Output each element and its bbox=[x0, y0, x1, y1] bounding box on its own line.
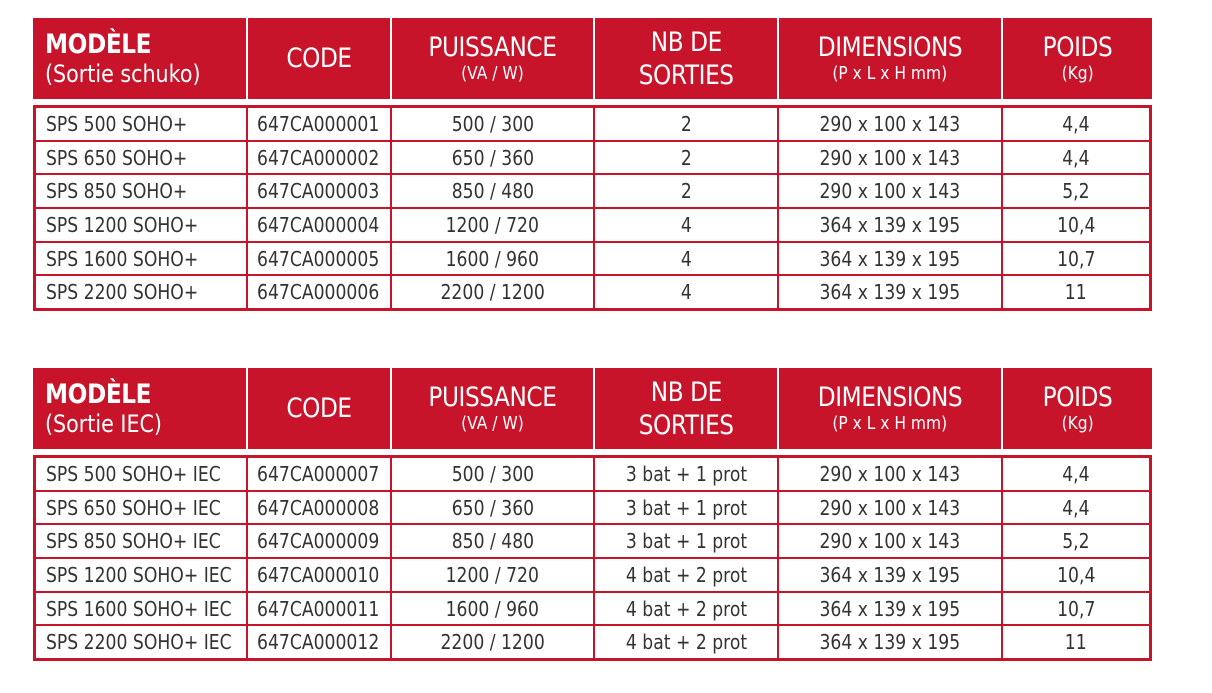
cell-outlets bbox=[593, 525, 777, 557]
header-power-sub: (VA / W) bbox=[461, 412, 524, 434]
header-weight bbox=[1001, 18, 1152, 99]
cell-model-text: SPS 1600 SOHO+ bbox=[46, 246, 199, 271]
cell-power bbox=[390, 243, 593, 275]
cell-code bbox=[246, 243, 390, 275]
header-power-sub: (VA / W) bbox=[461, 62, 524, 84]
cell-dimensions-text: 364 x 139 x 195 bbox=[819, 246, 961, 271]
cell-code-text: 647CA000009 bbox=[257, 529, 380, 554]
cell-weight-text: 4,4 bbox=[1062, 461, 1090, 486]
cell-outlets bbox=[593, 209, 777, 241]
cell-dimensions-text: 290 x 100 x 143 bbox=[819, 529, 961, 554]
cell-code bbox=[246, 108, 390, 140]
cell-power bbox=[390, 142, 593, 174]
cell-outlets-text: 3 bat + 1 prot bbox=[625, 495, 747, 520]
cell-dimensions bbox=[777, 626, 1001, 658]
cell-dimensions-text: 290 x 100 x 143 bbox=[819, 179, 961, 204]
cell-power bbox=[390, 108, 593, 140]
cell-power bbox=[390, 276, 593, 308]
cell-outlets-text: 2 bbox=[680, 179, 692, 204]
cell-outlets-text: 3 bat + 1 prot bbox=[625, 529, 747, 554]
cell-weight-text: 4,4 bbox=[1062, 111, 1090, 136]
cell-weight-text: 10,7 bbox=[1056, 596, 1096, 621]
cell-weight bbox=[1001, 458, 1149, 490]
cell-model-text: SPS 650 SOHO+ bbox=[46, 145, 188, 170]
header-dimensions bbox=[777, 18, 1001, 99]
cell-code-text: 647CA000003 bbox=[257, 179, 380, 204]
cell-weight-text: 10,4 bbox=[1056, 562, 1096, 587]
header-outlets-line2: SORTIES bbox=[638, 409, 734, 441]
header-outlets bbox=[593, 18, 777, 99]
cell-model-text: SPS 650 SOHO+ IEC bbox=[46, 495, 221, 520]
cell-code-text: 647CA000005 bbox=[257, 246, 380, 271]
header-weight-sub: (Kg) bbox=[1061, 412, 1094, 434]
cell-outlets-text: 4 bbox=[680, 212, 692, 237]
header-weight bbox=[1001, 368, 1152, 449]
cell-dimensions bbox=[777, 108, 1001, 140]
cell-code-text: 647CA000004 bbox=[257, 212, 380, 237]
cell-outlets-text: 4 bat + 2 prot bbox=[625, 630, 747, 655]
cell-dimensions bbox=[777, 276, 1001, 308]
cell-dimensions-text: 290 x 100 x 143 bbox=[819, 461, 961, 486]
cell-dimensions-text: 364 x 139 x 195 bbox=[819, 596, 961, 621]
cell-power-text: 2200 / 1200 bbox=[440, 630, 545, 655]
table-body bbox=[33, 455, 1152, 661]
cell-model bbox=[36, 525, 246, 557]
header-power-label: PUISSANCE bbox=[428, 31, 557, 63]
cell-code bbox=[246, 175, 390, 207]
header-outlets-line2: SORTIES bbox=[638, 59, 734, 91]
header-dimensions-label: DIMENSIONS bbox=[817, 31, 963, 63]
cell-power-text: 650 / 360 bbox=[451, 495, 534, 520]
cell-model-text: SPS 500 SOHO+ bbox=[46, 111, 188, 136]
header-dimensions bbox=[777, 368, 1001, 449]
cell-outlets-text: 3 bat + 1 prot bbox=[625, 461, 747, 486]
header-code bbox=[246, 18, 390, 99]
spec-table-schuko bbox=[33, 18, 1152, 311]
cell-outlets bbox=[593, 626, 777, 658]
cell-code bbox=[246, 142, 390, 174]
cell-weight bbox=[1001, 525, 1149, 557]
cell-weight-text: 10,7 bbox=[1056, 246, 1096, 271]
cell-weight-text: 4,4 bbox=[1062, 495, 1090, 520]
cell-code bbox=[246, 276, 390, 308]
cell-code-text: 647CA000006 bbox=[257, 280, 380, 305]
header-dimensions-sub: (P x L x H mm) bbox=[832, 62, 948, 84]
header-code-label: CODE bbox=[286, 392, 352, 424]
header-model-label: MODÈLE bbox=[45, 378, 152, 410]
header-power-label: PUISSANCE bbox=[428, 381, 557, 413]
cell-model-text: SPS 850 SOHO+ IEC bbox=[46, 529, 221, 554]
cell-dimensions bbox=[777, 593, 1001, 625]
cell-model-text: SPS 850 SOHO+ bbox=[46, 179, 188, 204]
cell-dimensions-text: 290 x 100 x 143 bbox=[819, 495, 961, 520]
cell-code-text: 647CA000012 bbox=[257, 630, 380, 655]
cell-dimensions-text: 364 x 139 x 195 bbox=[819, 280, 961, 305]
cell-code-text: 647CA000011 bbox=[257, 596, 380, 621]
cell-code-text: 647CA000008 bbox=[257, 495, 380, 520]
cell-dimensions-text: 364 x 139 x 195 bbox=[819, 212, 961, 237]
cell-model-text: SPS 2200 SOHO+ IEC bbox=[46, 630, 232, 655]
cell-code-text: 647CA000001 bbox=[257, 111, 380, 136]
header-power bbox=[390, 18, 593, 99]
header-power bbox=[390, 368, 593, 449]
header-model bbox=[33, 18, 246, 99]
cell-model bbox=[36, 458, 246, 490]
cell-power bbox=[390, 175, 593, 207]
cell-dimensions bbox=[777, 492, 1001, 524]
cell-dimensions-text: 290 x 100 x 143 bbox=[819, 111, 961, 136]
cell-model-text: SPS 1600 SOHO+ IEC bbox=[46, 596, 232, 621]
cell-weight bbox=[1001, 175, 1149, 207]
table-body bbox=[33, 105, 1152, 311]
cell-power bbox=[390, 492, 593, 524]
cell-model-text: SPS 1200 SOHO+ IEC bbox=[46, 562, 232, 587]
cell-dimensions bbox=[777, 525, 1001, 557]
cell-weight bbox=[1001, 209, 1149, 241]
header-weight-label: POIDS bbox=[1042, 381, 1113, 413]
header-model bbox=[33, 368, 246, 449]
cell-code bbox=[246, 525, 390, 557]
header-dimensions-sub: (P x L x H mm) bbox=[832, 412, 948, 434]
cell-dimensions bbox=[777, 175, 1001, 207]
cell-dimensions-text: 364 x 139 x 195 bbox=[819, 630, 961, 655]
cell-code bbox=[246, 559, 390, 591]
cell-weight bbox=[1001, 108, 1149, 140]
cell-code-text: 647CA000007 bbox=[257, 461, 380, 486]
cell-power-text: 2200 / 1200 bbox=[440, 280, 545, 305]
cell-model bbox=[36, 142, 246, 174]
cell-power bbox=[390, 458, 593, 490]
header-code bbox=[246, 368, 390, 449]
cell-weight bbox=[1001, 626, 1149, 658]
cell-weight-text: 11 bbox=[1065, 630, 1087, 655]
cell-outlets bbox=[593, 108, 777, 140]
cell-power-text: 1600 / 960 bbox=[445, 246, 540, 271]
cell-weight-text: 10,4 bbox=[1056, 212, 1096, 237]
cell-weight bbox=[1001, 559, 1149, 591]
cell-outlets bbox=[593, 243, 777, 275]
cell-code bbox=[246, 458, 390, 490]
cell-model-text: SPS 500 SOHO+ IEC bbox=[46, 461, 221, 486]
header-dimensions-label: DIMENSIONS bbox=[817, 381, 963, 413]
cell-power bbox=[390, 626, 593, 658]
header-model-sub: (Sortie IEC) bbox=[45, 409, 162, 438]
header-outlets-line1: NB DE bbox=[650, 376, 722, 408]
cell-power-text: 650 / 360 bbox=[451, 145, 534, 170]
cell-model bbox=[36, 276, 246, 308]
cell-power-text: 500 / 300 bbox=[451, 461, 534, 486]
cell-model bbox=[36, 243, 246, 275]
cell-outlets bbox=[593, 492, 777, 524]
cell-model bbox=[36, 559, 246, 591]
cell-code bbox=[246, 209, 390, 241]
cell-outlets-text: 4 bbox=[680, 280, 692, 305]
cell-dimensions-text: 364 x 139 x 195 bbox=[819, 562, 961, 587]
cell-outlets bbox=[593, 175, 777, 207]
cell-model bbox=[36, 209, 246, 241]
cell-weight bbox=[1001, 142, 1149, 174]
cell-dimensions bbox=[777, 209, 1001, 241]
cell-outlets-text: 4 bbox=[680, 246, 692, 271]
cell-dimensions bbox=[777, 142, 1001, 174]
cell-weight-text: 5,2 bbox=[1062, 529, 1090, 554]
cell-model bbox=[36, 626, 246, 658]
header-model-sub: (Sortie schuko) bbox=[45, 59, 201, 88]
cell-power-text: 1600 / 960 bbox=[445, 596, 540, 621]
cell-outlets-text: 2 bbox=[680, 111, 692, 136]
cell-outlets bbox=[593, 593, 777, 625]
cell-outlets bbox=[593, 276, 777, 308]
header-weight-label: POIDS bbox=[1042, 31, 1113, 63]
cell-power-text: 1200 / 720 bbox=[445, 562, 540, 587]
cell-outlets-text: 4 bat + 2 prot bbox=[625, 562, 747, 587]
cell-code bbox=[246, 593, 390, 625]
cell-power-text: 850 / 480 bbox=[451, 179, 534, 204]
spec-table-iec bbox=[33, 368, 1152, 661]
header-code-label: CODE bbox=[286, 42, 352, 74]
cell-model bbox=[36, 492, 246, 524]
cell-outlets-text: 2 bbox=[680, 145, 692, 170]
cell-outlets bbox=[593, 142, 777, 174]
header-outlets-line1: NB DE bbox=[650, 26, 722, 58]
cell-weight bbox=[1001, 492, 1149, 524]
cell-model bbox=[36, 593, 246, 625]
cell-power-text: 1200 / 720 bbox=[445, 212, 540, 237]
cell-weight-text: 11 bbox=[1065, 280, 1087, 305]
cell-model-text: SPS 2200 SOHO+ bbox=[46, 280, 199, 305]
table-header bbox=[33, 18, 1152, 102]
cell-outlets-text: 4 bat + 2 prot bbox=[625, 596, 747, 621]
cell-code-text: 647CA000002 bbox=[257, 145, 380, 170]
cell-power-text: 500 / 300 bbox=[451, 111, 534, 136]
header-model-label: MODÈLE bbox=[45, 28, 152, 60]
table-header bbox=[33, 368, 1152, 452]
cell-weight bbox=[1001, 593, 1149, 625]
cell-power bbox=[390, 525, 593, 557]
cell-power-text: 850 / 480 bbox=[451, 529, 534, 554]
cell-dimensions bbox=[777, 243, 1001, 275]
cell-code-text: 647CA000010 bbox=[257, 562, 380, 587]
cell-model bbox=[36, 175, 246, 207]
cell-model-text: SPS 1200 SOHO+ bbox=[46, 212, 199, 237]
cell-power bbox=[390, 209, 593, 241]
header-outlets bbox=[593, 368, 777, 449]
cell-power bbox=[390, 593, 593, 625]
cell-weight-text: 5,2 bbox=[1062, 179, 1090, 204]
cell-weight bbox=[1001, 243, 1149, 275]
cell-code bbox=[246, 492, 390, 524]
cell-dimensions bbox=[777, 559, 1001, 591]
header-weight-sub: (Kg) bbox=[1061, 62, 1094, 84]
cell-outlets bbox=[593, 559, 777, 591]
cell-weight-text: 4,4 bbox=[1062, 145, 1090, 170]
cell-weight bbox=[1001, 276, 1149, 308]
cell-code bbox=[246, 626, 390, 658]
cell-dimensions bbox=[777, 458, 1001, 490]
cell-model bbox=[36, 108, 246, 140]
cell-outlets bbox=[593, 458, 777, 490]
cell-power bbox=[390, 559, 593, 591]
cell-dimensions-text: 290 x 100 x 143 bbox=[819, 145, 961, 170]
